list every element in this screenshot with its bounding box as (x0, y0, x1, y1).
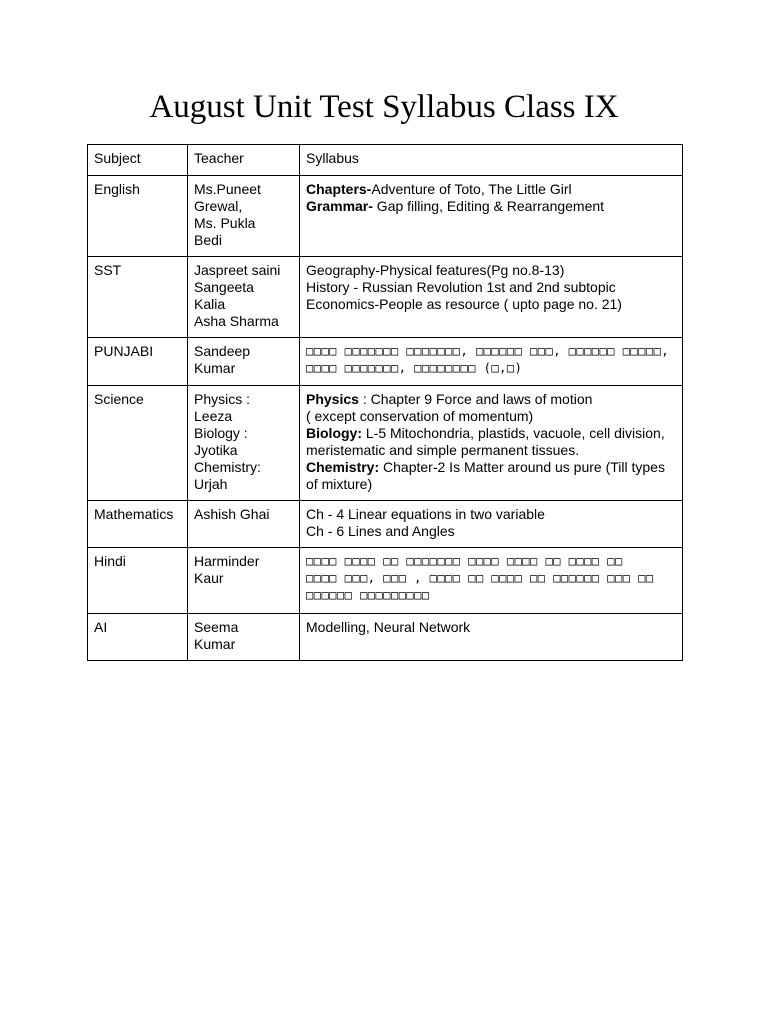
table-row-ai (88, 614, 683, 661)
subject-cell: PUNJABI (88, 338, 188, 386)
subject-cell: English (88, 176, 188, 257)
syllabus-label: Chemistry: (306, 459, 380, 475)
subject-cell: AI (88, 614, 188, 661)
syllabus-cell (300, 176, 683, 257)
syllabus-text: Chapter-2 Is Matter around us pure (Till types of mixture) (306, 459, 665, 492)
teacher-cell: Ms.Puneet Grewal, Ms. Pukla Bedi (188, 176, 300, 257)
header-teacher: Teacher (188, 145, 300, 176)
syllabus-label: Biology: (306, 425, 362, 441)
subject-cell: Mathematics (88, 501, 188, 548)
table-row-hindi (88, 548, 683, 614)
syllabus-label: Physics (306, 391, 359, 407)
table-row-sst (88, 257, 683, 338)
table-row-science (88, 386, 683, 501)
teacher-cell: Physics : Leeza Biology : Jyotika Chemistry: Urjah (188, 386, 300, 501)
syllabus-cell: Modelling, Neural Network (300, 614, 683, 661)
syllabus-cell: □□□□ □□□□□□□ □□□□□□□, □□□□□□ □□□, □□□□□□ □□□□□, □□□□ □□□□□□□, □□□□□□□□ (□,□) (300, 338, 683, 386)
table-row-mathematics (88, 501, 683, 548)
teacher-cell: Jaspreet saini Sangeeta Kalia Asha Sharma (188, 257, 300, 338)
table-row-punjabi (88, 338, 683, 386)
table-header-row (88, 145, 683, 176)
syllabus-cell: □□□□ □□□□ □□ □□□□□□□ □□□□ □□□□ □□ □□□□ □□ □□□□ □□□, □□□ , □□□□ □□ □□□□ □□ □□□□□□ □□□ □□ □□□□□□ □□□□□□□□□ (300, 548, 683, 614)
syllabus-label: Grammar- (306, 198, 373, 214)
syllabus-cell: Ch - 4 Linear equations in two variable Ch - 6 Lines and Angles (300, 501, 683, 548)
syllabus-cell (300, 386, 683, 501)
table-row-english (88, 176, 683, 257)
teacher-cell: Ashish Ghai (188, 501, 300, 548)
header-syllabus: Syllabus (300, 145, 683, 176)
teacher-cell: Sandeep Kumar (188, 338, 300, 386)
syllabus-table (87, 144, 683, 661)
subject-cell: SST (88, 257, 188, 338)
teacher-cell: Harminder Kaur (188, 548, 300, 614)
header-subject: Subject (88, 145, 188, 176)
syllabus-text: : Chapter 9 Force and laws of motion ( except conservation of momentum) (306, 391, 593, 424)
syllabus-label: Chapters- (306, 181, 372, 197)
page-title: August Unit Test Syllabus Class IX (149, 89, 619, 125)
syllabus-cell: Geography-Physical features(Pg no.8-13) History - Russian Revolution 1st and 2nd subtopic Economics-People as resource ( upto page no. 21) (300, 257, 683, 338)
subject-cell: Science (88, 386, 188, 501)
syllabus-text: Gap filling, Editing & Rearrangement (372, 198, 605, 214)
subject-cell: Hindi (88, 548, 188, 614)
teacher-cell: Seema Kumar (188, 614, 300, 661)
syllabus-text: L-5 Mitochondria, plastids, vacuole, cell division, meristematic and simple permanent tissues. (306, 425, 665, 458)
syllabus-text: Adventure of Toto, The Little Girl (371, 181, 572, 197)
